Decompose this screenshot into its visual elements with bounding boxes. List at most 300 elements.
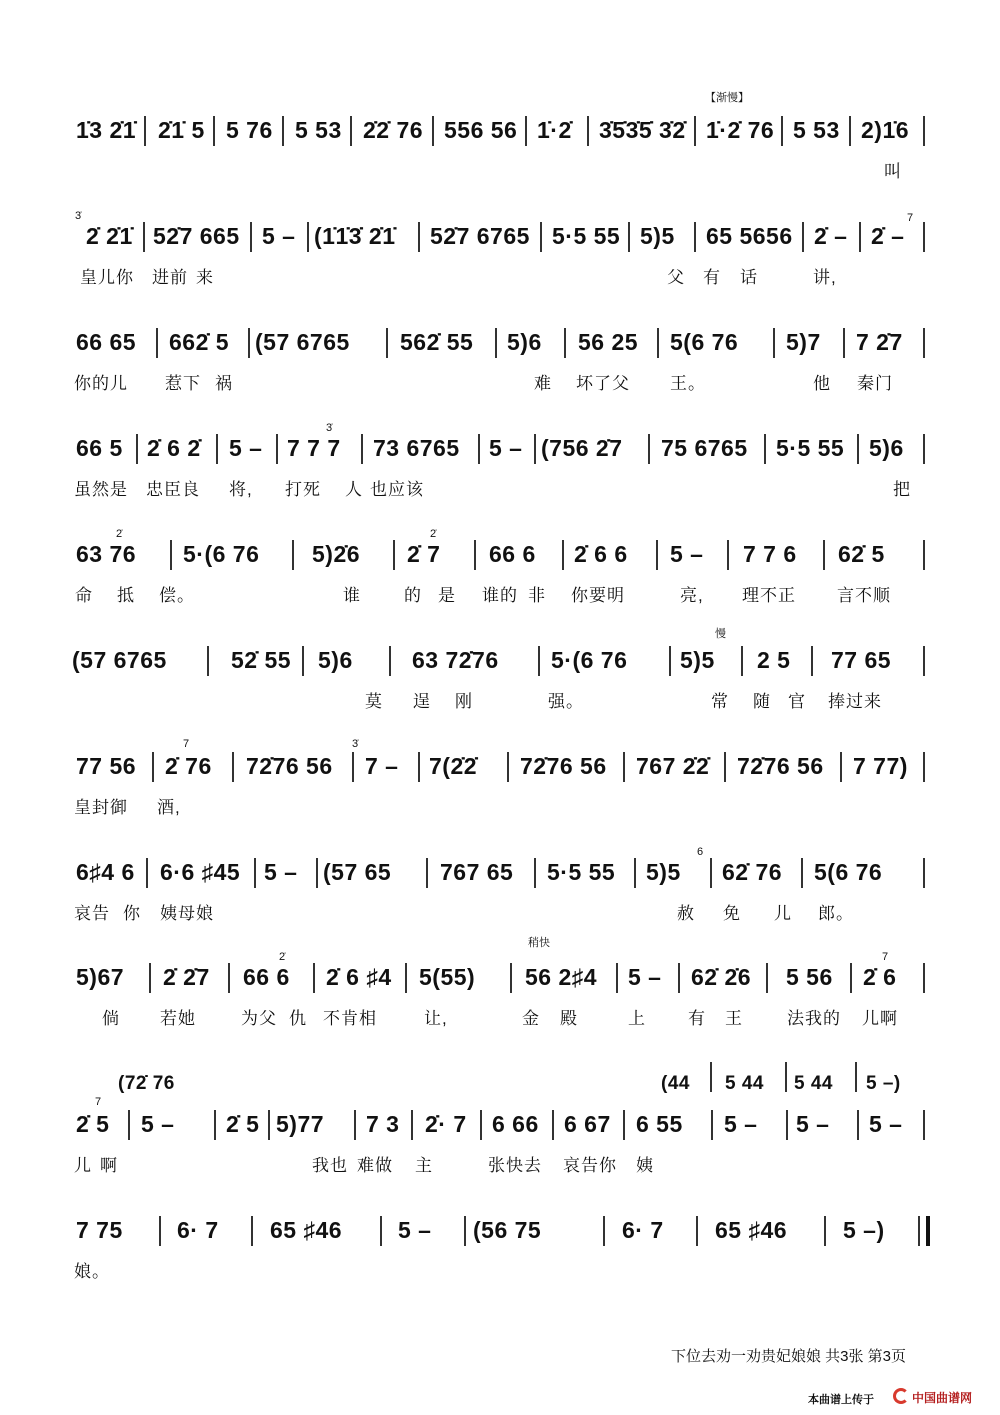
bar-line [538,646,540,676]
lyric-text: 惹下 [165,374,201,393]
measure-notes: 5)6 [318,647,353,673]
bar-line [316,858,318,888]
bar-line [393,540,395,570]
bar-line [923,1110,925,1140]
measure-notes: (57 6765 [255,329,350,355]
bar-line [354,1110,356,1140]
lyric-text: 刚 [455,692,473,711]
bar-line [694,222,696,252]
lyric-text: 啊 [100,1156,118,1175]
lyric-text: 皇儿你 [80,268,134,287]
bar-line [656,540,658,570]
measure-notes: 56 25 [578,329,639,355]
bar-line [634,858,636,888]
lyrics-row [0,1007,1000,1031]
bar-line [616,963,618,993]
bar-line [843,328,845,358]
measure-notes: 77 65 [831,647,892,673]
measure-notes: 7 – [365,753,399,779]
bar-line [564,328,566,358]
lyric-text: 你 [123,904,141,923]
measure-notes: 72̇76 56 [520,753,607,779]
bar-line [474,540,476,570]
performance-mark: 2̇ [116,528,123,540]
lyric-text: 命 [75,586,93,605]
measure-notes: 5)5 [640,223,675,249]
bar-line [603,1216,605,1246]
bar-line [411,1110,413,1140]
measure-notes: 1̇3 2̇1̇ [76,117,137,143]
lyrics-row [0,690,1000,714]
bar-line [432,116,434,146]
bar-line [781,116,783,146]
lyric-text: 把 [893,480,911,499]
bar-line [923,752,925,782]
measure-notes: 2 5 [757,647,791,673]
bar-line [149,963,151,993]
bar-line [170,540,172,570]
bar-line [678,963,680,993]
bar-line [623,1110,625,1140]
bar-line [534,858,536,888]
measure-notes: (56 75 [473,1217,542,1243]
measure-notes: 5)6 [507,329,542,355]
bar-line [254,858,256,888]
performance-mark: 7 [95,1096,102,1108]
bar-line [248,328,250,358]
notation-row [0,852,1000,892]
lyric-text: 非 [528,586,546,605]
lyric-text: 难做 [357,1156,393,1175]
page-info: 下位去劝一劝贵妃娘娘 共3张 第3页 [671,1348,907,1365]
final-bar-line [918,1216,930,1246]
lyric-text: 上 [628,1009,646,1028]
performance-mark: 7 [907,212,914,224]
bar-line [418,222,420,252]
measure-notes: 2̇ 5 [226,1111,260,1137]
notation-row [0,428,1000,468]
measure-notes: 5 – [398,1217,432,1243]
bar-line [464,1216,466,1246]
bar-line [352,752,354,782]
site-logo-text: 中国曲谱网 [912,1391,973,1405]
site-logo[interactable] [893,1388,972,1406]
bar-line [710,1062,712,1092]
bar-line [923,222,925,252]
bar-line [159,1216,161,1246]
logo-icon [893,1388,909,1404]
measure-notes: 65 ♯46 [270,1217,343,1243]
measure-notes: 5 – [724,1111,758,1137]
bar-line [823,540,825,570]
bar-line [292,540,294,570]
lyric-text: 免 [723,904,741,923]
measure-notes: 2̇ 5 [76,1111,110,1137]
measure-notes: 2̇· 7 [425,1111,467,1137]
lyric-text: 有 [703,268,721,287]
lyric-text: 谁 [343,586,361,605]
lyric-text: 言不顺 [837,586,891,605]
bar-line [251,1216,253,1246]
lyric-text: 进前 [152,268,188,287]
lyric-text: 你的儿 [74,374,128,393]
accompaniment-notes: 5 44 [794,1073,833,1094]
bar-line [418,752,420,782]
lyrics-row [0,1260,1000,1284]
bar-line [657,328,659,358]
notation-row [0,216,1000,256]
bar-line [923,540,925,570]
lyric-text: 仇 [289,1009,307,1028]
lyrics-row [0,266,1000,290]
bar-line [478,434,480,464]
notation-row [0,1104,1000,1144]
measure-notes: 5 –) [843,1217,885,1243]
measure-notes: 2̇1̇ 5 [158,117,205,143]
bar-line [711,1110,713,1140]
bar-line [313,963,315,993]
measure-notes: 2̇ 7 [407,541,441,567]
bar-line [207,646,209,676]
bar-line [741,646,743,676]
measure-notes: 767 65 [440,859,514,885]
performance-mark: 【渐慢】 [705,92,749,104]
performance-mark: 3̇ [75,210,82,222]
measure-notes: 72̇76 56 [246,753,333,779]
bar-line [282,116,284,146]
bar-line [386,328,388,358]
lyrics-row [0,160,1000,184]
bar-line [811,646,813,676]
bar-line [380,1216,382,1246]
lyric-text: 姨母娘 [160,904,214,923]
measure-notes: 5)7 [786,329,821,355]
notation-row [0,640,1000,680]
lyric-text: 有 [688,1009,706,1028]
measure-notes: 5 – [141,1111,175,1137]
measure-notes: 1̇·2̇ 76 [706,117,775,143]
bar-line [648,434,650,464]
measure-notes: 2̇ 2̇1̇ [86,223,133,249]
measure-notes: 2)1̇6 [861,117,910,143]
bar-line [480,1110,482,1140]
bar-line [128,1110,130,1140]
measure-notes: 7 2̇7 [856,329,903,355]
bar-line [923,328,925,358]
bar-line [923,434,925,464]
measure-notes: 2̇ 76 [165,753,212,779]
measure-notes: 5)5 [646,859,681,885]
performance-mark: 2̇ [430,528,437,540]
bar-line [389,646,391,676]
measure-notes: 5 56 [786,964,833,990]
lyric-text: 法我的 [787,1009,841,1028]
measure-notes: 5·5 55 [552,223,621,249]
measure-notes: 75 6765 [661,435,748,461]
measure-notes: 767 2̇2̇ [636,753,710,779]
measure-notes: 5(6 76 [814,859,883,885]
measure-notes: 5 – [229,435,263,461]
accompaniment-notes: (72̇ 76 [118,1073,175,1094]
bar-line [146,858,148,888]
bar-line [302,646,304,676]
bar-line [507,752,509,782]
bar-line [152,752,154,782]
measure-notes: 5(55) [419,964,476,990]
measure-notes: 63 76 [76,541,137,567]
measure-notes: (57 65 [323,859,392,885]
lyric-text: 酒, [157,798,181,817]
lyric-text: 虽然是 [74,480,128,499]
lyric-text: 随 [753,692,771,711]
lyric-text: 人 [345,480,363,499]
upload-credit: 本曲谱上传于 [808,1394,874,1406]
bar-line [857,434,859,464]
measure-notes: 5 – [670,541,704,567]
lyric-text: 倘 [102,1009,120,1028]
measure-notes: 2̇ – [814,223,848,249]
lyric-text: 为父 [241,1009,277,1028]
bar-line [213,116,215,146]
measure-notes: 6· 7 [622,1217,664,1243]
bar-line [855,1062,857,1092]
measure-notes: 5 – [489,435,523,461]
measure-notes: 6 67 [564,1111,611,1137]
performance-mark: 3̇ [326,422,333,434]
lyric-text: 若她 [160,1009,196,1028]
measure-notes: 7 77) [853,753,908,779]
lyric-text: 主 [415,1156,433,1175]
lyric-text: 不肯相 [323,1009,377,1028]
measure-notes: 5 – [628,964,662,990]
bar-line [724,752,726,782]
measure-notes: 7 3 [366,1111,400,1137]
performance-mark: 慢 [715,628,726,640]
bar-line [623,752,625,782]
lyric-text: 莫 [365,692,383,711]
measure-notes: 65 ♯46 [715,1217,788,1243]
measure-notes: 5 – [262,223,296,249]
bar-line [764,434,766,464]
measure-notes: 66 5 [76,435,123,461]
lyric-text: 坏了父 [576,374,630,393]
bar-line [268,1110,270,1140]
lyric-text: 讲, [813,268,837,287]
bar-line [232,752,234,782]
bar-line [587,116,589,146]
measure-notes: 556 56 [444,117,518,143]
bar-line [727,540,729,570]
bar-line [350,116,352,146]
measure-notes: 5)5 [680,647,715,673]
bar-line [857,1110,859,1140]
bar-line [540,222,542,252]
lyric-text: 抵 [117,586,135,605]
bar-line [786,1110,788,1140]
lyric-text: 捧过来 [828,692,882,711]
measure-notes: 5)6 [869,435,904,461]
bar-line [426,858,428,888]
lyric-text: 难 [534,374,552,393]
bar-line [361,434,363,464]
measure-notes: 5 – [264,859,298,885]
lyric-text: 赦 [677,904,695,923]
measure-notes: 62̇ 76 [722,859,783,885]
bar-line [696,1216,698,1246]
lyric-text: 王 [725,1009,743,1028]
bar-line [276,434,278,464]
measure-notes: 2̇ – [871,223,905,249]
bar-line [534,434,536,464]
lyric-text: 将, [229,480,253,499]
lyrics-row [0,796,1000,820]
measure-notes: 6· 7 [177,1217,219,1243]
lyric-text: 打死 [285,480,321,499]
bar-line [710,858,712,888]
bar-line [859,222,861,252]
bar-line [773,328,775,358]
measure-notes: 3̇5̇3̇5̇ 3̇2̇ [599,117,686,143]
measure-notes: 2̇ 6 2̇ [147,435,201,461]
lyric-text: 父 [667,268,685,287]
lyric-text: 张快去 [488,1156,542,1175]
measure-notes: 2̇ 6 6 [574,541,628,567]
measure-notes: 6·6 ♯45 [160,859,241,885]
lyric-text: 金 [522,1009,540,1028]
bar-line [802,222,804,252]
measure-notes: 6 55 [636,1111,683,1137]
measure-notes: 5·(6 76 [551,647,628,673]
lyric-text: 话 [740,268,758,287]
bar-line [136,434,138,464]
bar-line [840,752,842,782]
lyric-text: 常 [711,692,729,711]
bar-line [628,222,630,252]
bar-line [525,116,527,146]
lyric-text: 娘。 [74,1262,110,1281]
measure-notes: (1̇1̇3̇ 2̇1̇ [314,223,396,249]
measure-notes: 5)2̇6 [312,541,361,567]
lyric-text: 忠臣良 [146,480,200,499]
measure-notes: 56 2♯4 [525,964,598,990]
lyric-text: 儿 [774,904,792,923]
performance-mark: 6 [697,846,704,858]
lyrics-row [0,372,1000,396]
measure-notes: 5·5 55 [547,859,616,885]
lyric-text: 儿 [74,1156,92,1175]
lyric-text: 秦门 [857,374,893,393]
bar-line [766,963,768,993]
measure-notes: 7 7 7 [287,435,341,461]
bar-line [801,858,803,888]
measure-notes: 5(6 76 [670,329,739,355]
lyric-text: 是 [438,586,456,605]
measure-notes: 66 65 [76,329,137,355]
lyric-text: 偿。 [159,586,195,605]
bar-line [923,963,925,993]
lyric-text: 王。 [670,374,706,393]
bar-line [144,116,146,146]
measure-notes: 2̇ 6 ♯4 [326,964,392,990]
measure-notes: 5·5 55 [776,435,845,461]
accompaniment-notes: (44 [661,1073,690,1094]
measure-notes: 66 6 [489,541,536,567]
bar-line [405,963,407,993]
measure-notes: 5)77 [276,1111,325,1137]
measure-notes: 7 7 6 [743,541,797,567]
bar-line [156,328,158,358]
measure-notes: 73 6765 [373,435,460,461]
bar-line [849,116,851,146]
notation-row [0,110,1000,150]
bar-line [552,1110,554,1140]
performance-mark: 3̇ [352,738,359,750]
lyric-text: 理不正 [742,586,796,605]
measure-notes: 5 53 [793,117,840,143]
measure-notes: 7(2̇2̇ [429,753,478,779]
lyrics-row [0,478,1000,502]
measure-notes: 62̇ 5 [838,541,885,567]
measure-notes: 2̇ 6 [863,964,897,990]
performance-mark: 稍快 [528,937,550,949]
bar-line [495,328,497,358]
measure-notes: 5·(6 76 [183,541,260,567]
measure-notes: 62̇ 2̇6 [691,964,752,990]
lyric-text: 皇封御 [74,798,128,817]
bar-line [669,646,671,676]
measure-notes: (756 2̇7 [541,435,623,461]
measure-notes: 5 76 [226,117,273,143]
measure-notes: 2̇2̇ 76 [363,117,424,143]
bar-line [785,1062,787,1092]
notation-row [0,534,1000,574]
lyric-text: 谁的 [482,586,518,605]
bar-line [923,858,925,888]
lyric-text: 亮, [680,586,704,605]
bar-line [562,540,564,570]
bar-line [510,963,512,993]
bar-line [850,963,852,993]
lyric-text: 郎。 [818,904,854,923]
measure-notes: 6 66 [492,1111,539,1137]
bar-line [143,222,145,252]
performance-mark: 7 [183,738,190,750]
measure-notes: 5 – [796,1111,830,1137]
measure-notes: 72̇76 56 [737,753,824,779]
bar-line [250,222,252,252]
bar-line [307,222,309,252]
lyrics-row [0,902,1000,926]
lyric-text: 你要明 [571,586,625,605]
accompaniment-notes: 5 44 [725,1073,764,1094]
measure-notes: 65 5656 [706,223,793,249]
measure-notes: 63 72̇76 [412,647,499,673]
measure-notes: 52̇7 665 [153,223,240,249]
lyric-text: 哀告你 [563,1156,617,1175]
measure-notes: 77 56 [76,753,137,779]
lyric-text: 官 [788,692,806,711]
lyric-text: 叫 [884,162,902,181]
measure-notes: 5 53 [295,117,342,143]
accompaniment-notes: 5 –) [866,1073,901,1094]
lyrics-row [0,584,1000,608]
lyric-text: 他 [813,374,831,393]
measure-notes: 7 75 [76,1217,123,1243]
bar-line [214,1110,216,1140]
lyric-text: 祸 [215,374,233,393]
measure-notes: 52̇ 55 [231,647,292,673]
lyric-text: 来 [196,268,214,287]
